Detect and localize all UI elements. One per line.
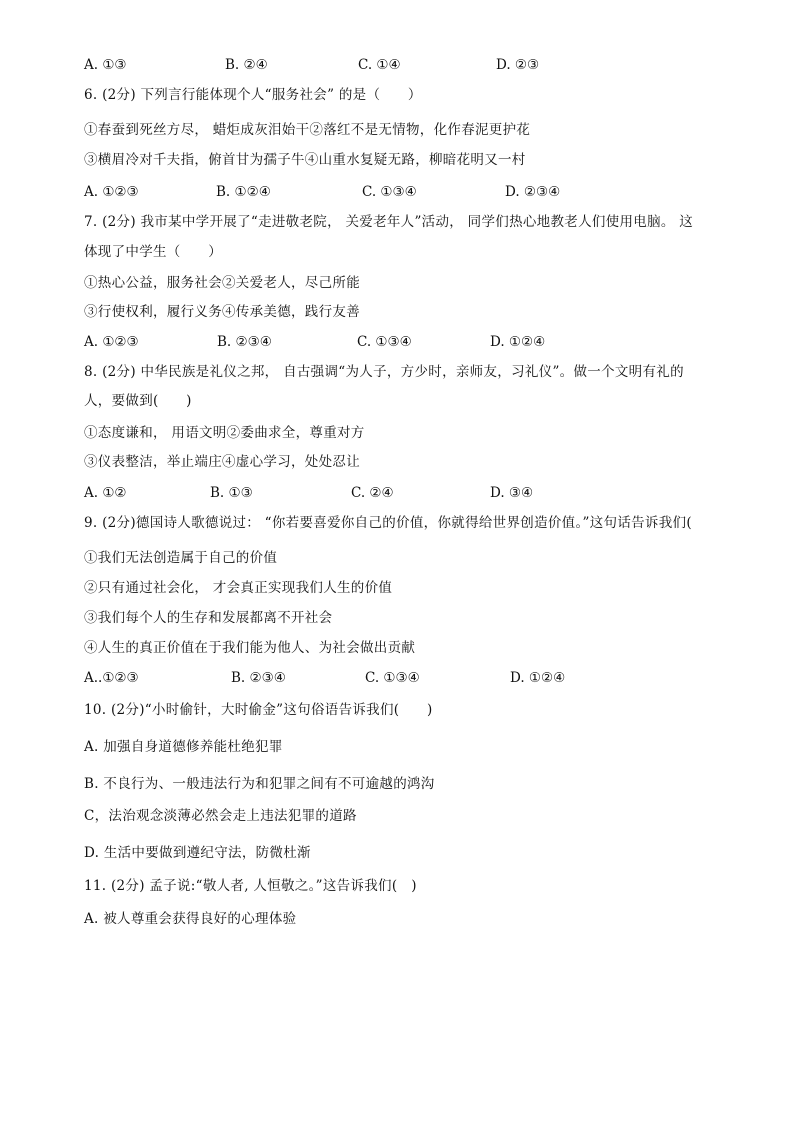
- q9-item-line: ②只有通过社会化， 才会真正实现我们人生的价值: [84, 580, 393, 596]
- q7-option-b: B. ②③④: [217, 334, 272, 350]
- q7-option-c: C. ①③④: [357, 334, 412, 350]
- q8-option-b: B. ①③: [210, 485, 253, 501]
- q9-options: [84, 669, 744, 687]
- q9-option-a: A..①②③: [84, 670, 139, 686]
- q8-stem-line2: 人，要做到( ): [84, 393, 192, 409]
- q11-option-a: A. 被人尊重会获得良好的心理体验: [84, 911, 297, 927]
- q8-options: [84, 484, 744, 502]
- q8-option-a: A. ①②: [84, 485, 127, 501]
- q9-option-c: C. ①③④: [365, 670, 420, 686]
- q10-option-a: A. 加强自身道德修养能杜绝犯罪: [84, 739, 283, 755]
- q6-item-line: ③横眉冷对千夫指，俯首甘为孺子牛④山重水复疑无路，柳暗花明又一村: [84, 152, 526, 168]
- q7-item-line: ①热心公益，服务社会②关爱老人，尽己所能: [84, 275, 360, 291]
- q6-option-b: B. ①②④: [216, 184, 271, 200]
- q6-option-a: A. ①②③: [84, 184, 139, 200]
- q9-stem: 9. (2分)德国诗人歌德说过： “你若要喜爱你自己的价值，你就得给世界创造价值。”这句话告诉我们(: [84, 515, 692, 531]
- q7-stem-line2: 体现了中学生（ ）: [84, 244, 222, 260]
- q10-option-c: C，法治观念淡薄必然会走上违法犯罪的道路: [84, 808, 357, 824]
- q8-option-d: D. ③④: [490, 485, 534, 501]
- q5-option-a: A. ①③: [84, 57, 127, 73]
- q10-option-d: D. 生活中要做到遵纪守法，防微杜渐: [84, 845, 311, 861]
- q8-option-c: C. ②④: [351, 485, 394, 501]
- q7-stem-line1: 7. (2分) 我市某中学开展了“走进敬老院， 关爱老年人”活动， 同学们热心地教老人们使用电脑。 这: [84, 214, 694, 230]
- q8-item-line: ③仪表整洁，举止端庄④虚心学习，处处忍让: [84, 454, 360, 470]
- q9-item-line: ①我们无法创造属于自己的价值: [84, 550, 278, 566]
- q5-option-d: D. ②③: [496, 57, 540, 73]
- q6-stem: 6. (2分) 下列言行能体现个人“服务社会” 的是（ ）: [84, 87, 422, 103]
- q5-option-c: C. ①④: [358, 57, 401, 73]
- q9-item-line: ④人生的真正价值在于我们能为他人、为社会做出贡献: [84, 640, 416, 656]
- q9-option-d: D. ①②④: [510, 670, 566, 686]
- q10-option-b: B. 不良行为、一般违法行为和犯罪之间有不可逾越的鸿沟: [84, 776, 435, 792]
- q6-options: [84, 183, 744, 201]
- q10-stem: 10. (2分)“小时偷针，大时偷金”这句俗语告诉我们( ): [84, 702, 433, 718]
- q7-options: [84, 333, 744, 351]
- q9-item-line: ③我们每个人的生存和发展都离不开社会: [84, 610, 333, 626]
- q8-item-line: ①态度谦和， 用语文明②委曲求全，尊重对方: [84, 425, 365, 441]
- q11-stem: 11. (2分) 孟子说:“敬人者, 人恒敬之。”这告诉我们( ): [84, 878, 417, 894]
- q6-option-c: C. ①③④: [362, 184, 417, 200]
- q8-stem-line1: 8. (2分) 中华民族是礼仪之邦， 自古强调“为人子，方少时，亲师友，习礼仪”。做一个文明有礼的: [84, 364, 684, 380]
- q6-option-d: D. ②③④: [505, 184, 561, 200]
- q5-option-b: B. ②④: [225, 57, 268, 73]
- q7-option-d: D. ①②④: [490, 334, 546, 350]
- q7-option-a: A. ①②③: [84, 334, 139, 350]
- q7-item-line: ③行使权利，履行义务④传承美德，践行友善: [84, 304, 360, 320]
- q5-options: [84, 56, 744, 74]
- q6-item-line: ①春蚕到死丝方尽， 蜡炬成灰泪始干②落红不是无情物，化作春泥更护花: [84, 122, 531, 138]
- q9-option-b: B. ②③④: [231, 670, 286, 686]
